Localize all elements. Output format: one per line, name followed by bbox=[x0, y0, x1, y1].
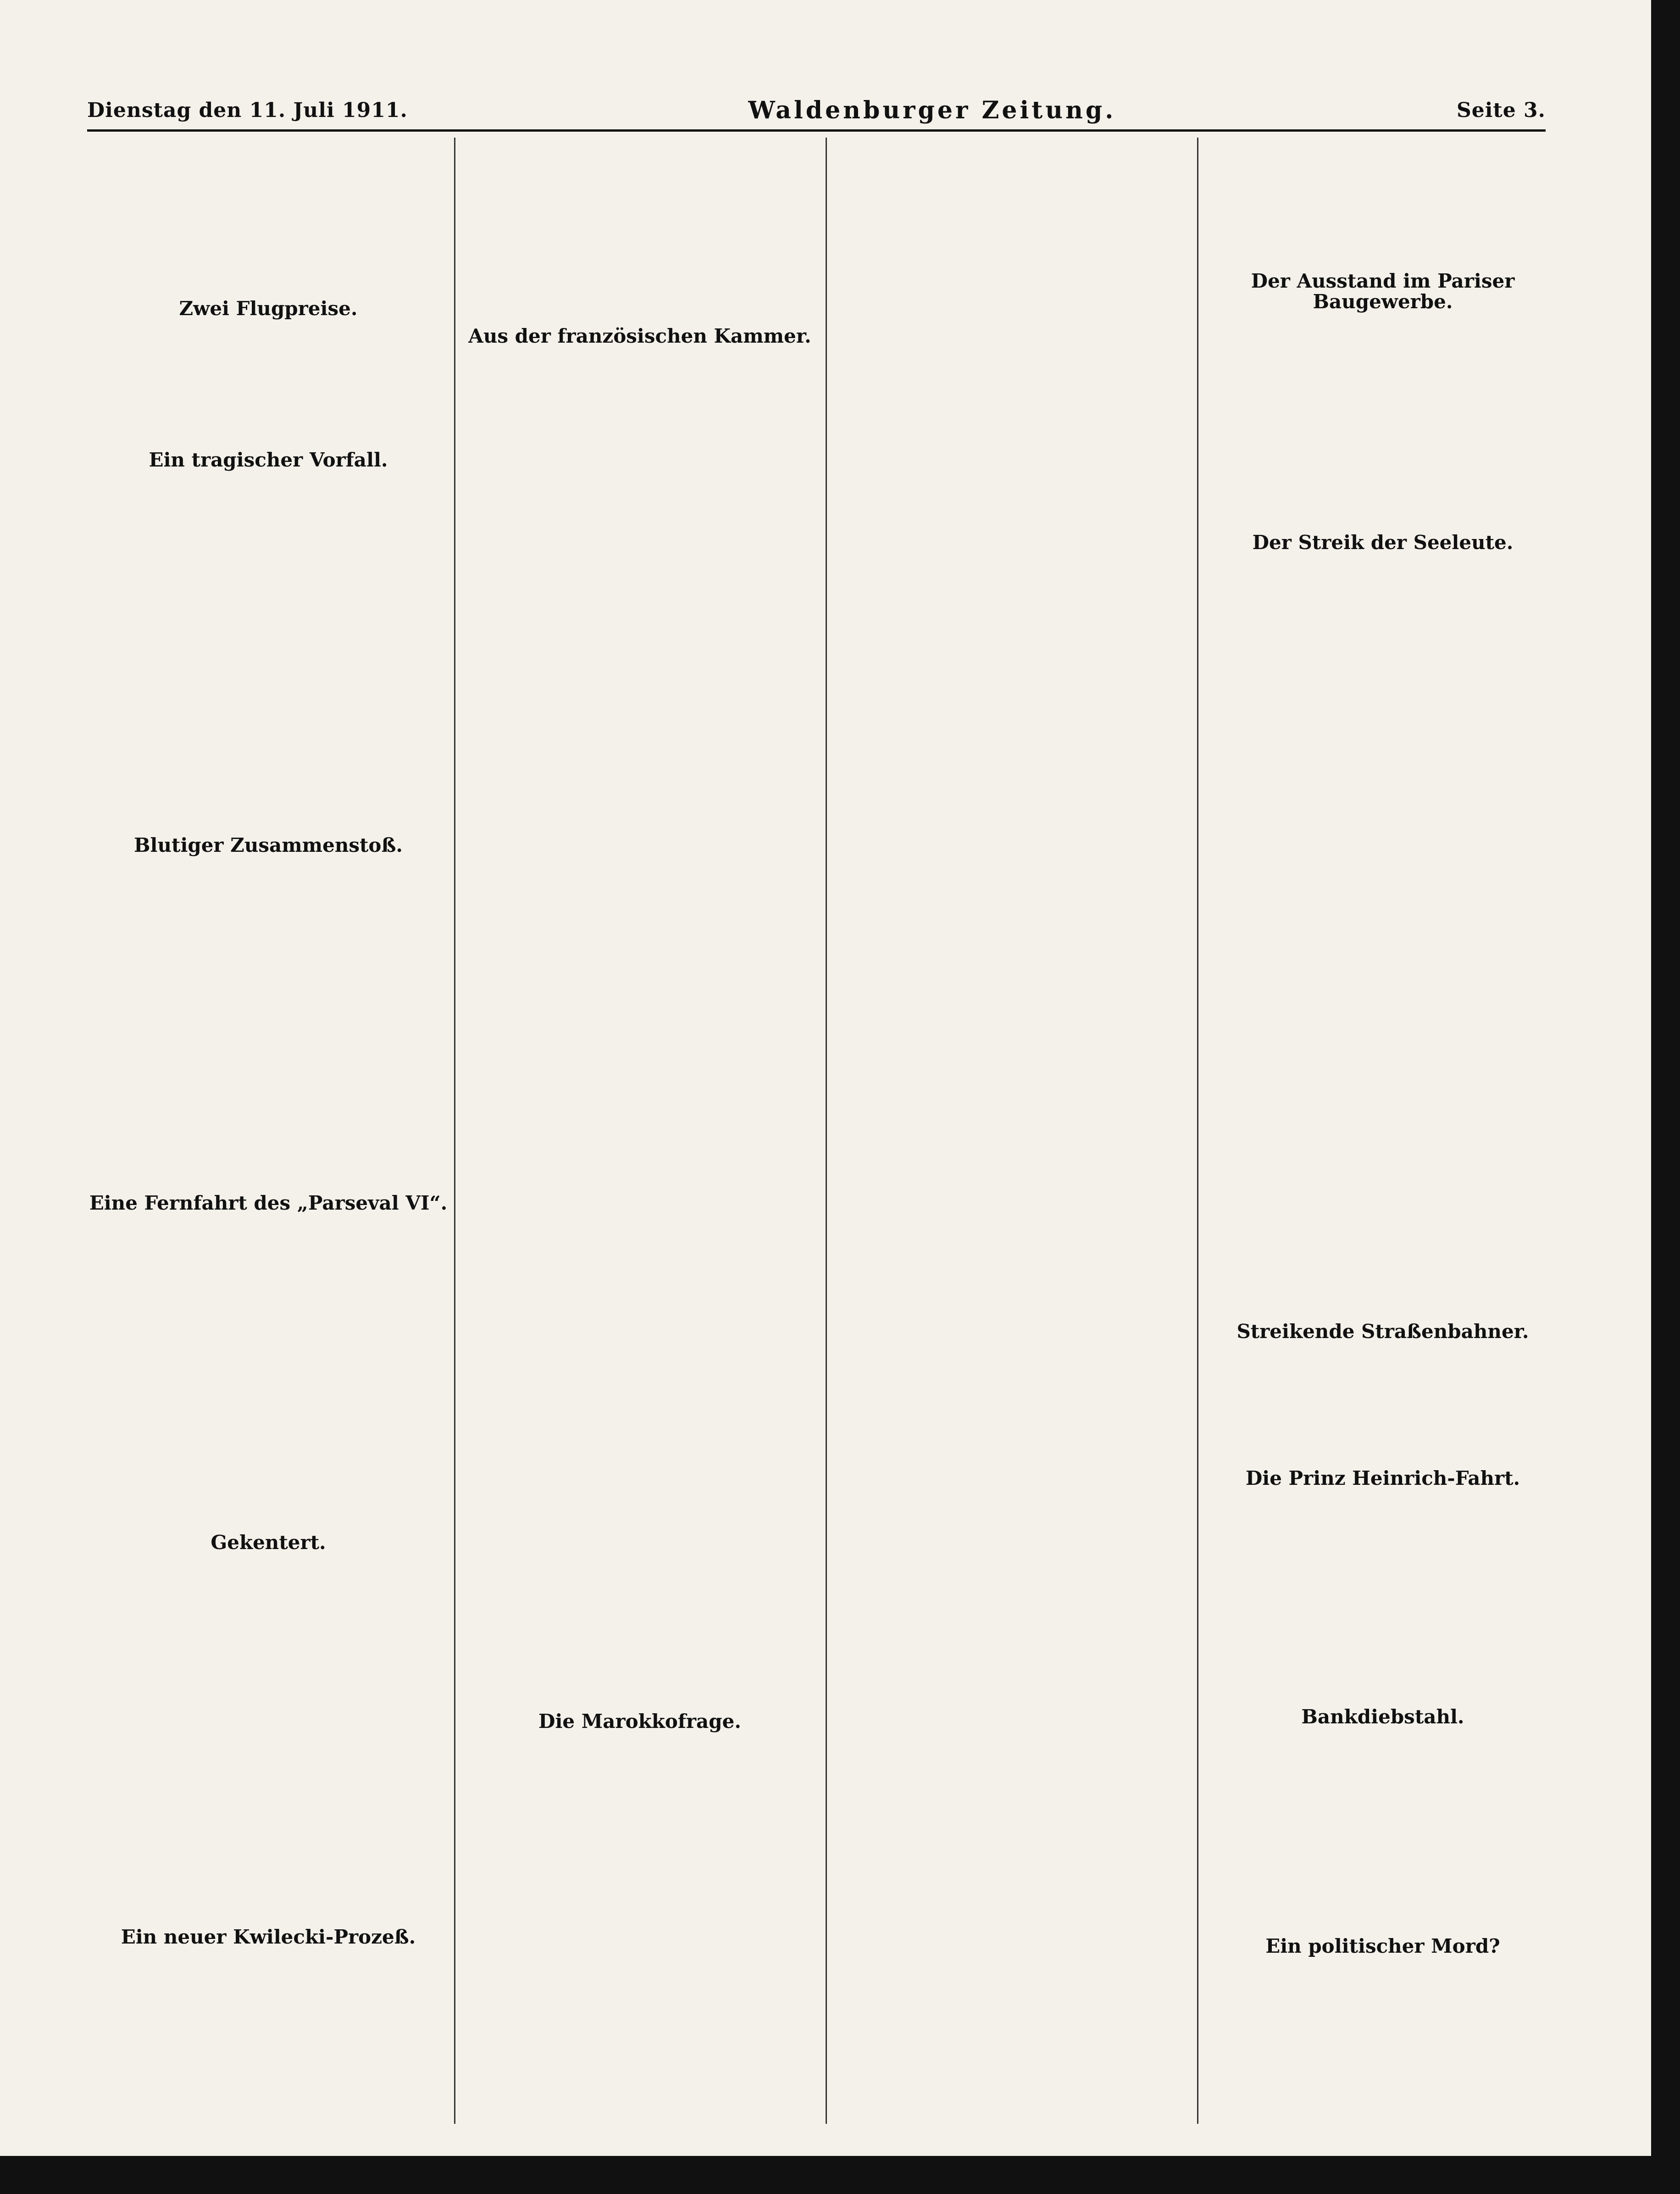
headline-franzoesische-kammer: Aus der französischen Kammer. bbox=[468, 325, 811, 347]
headline-kwilecki-prozess: Ein neuer Kwilecki-Prozeß. bbox=[121, 1926, 416, 1948]
column-divider bbox=[1197, 138, 1198, 2124]
headline-marokkofrage: Die Marokkofrage. bbox=[538, 1710, 741, 1733]
headline-streikende-strassenbahner: Streikende Straßenbahner. bbox=[1236, 1320, 1529, 1343]
headline-fernfahrt-parseval: Eine Fernfahrt des „Parseval VI“. bbox=[89, 1192, 448, 1214]
header-rule bbox=[87, 129, 1546, 132]
headline-blutiger-zusammenstoss: Blutiger Zusammenstoß. bbox=[134, 834, 403, 856]
masthead: Waldenburger Zeitung. bbox=[748, 96, 1116, 124]
scan-border-bottom bbox=[0, 2156, 1680, 2194]
header-date: Dienstag den 11. Juli 1911. bbox=[87, 98, 408, 122]
column-2 bbox=[459, 138, 821, 2124]
column-4 bbox=[1202, 138, 1564, 2124]
column-1 bbox=[87, 138, 449, 2124]
headline-bankdiebstahl: Bankdiebstahl. bbox=[1301, 1705, 1464, 1728]
headline-politischer-mord: Ein politischer Mord? bbox=[1265, 1935, 1500, 1957]
headline-prinz-heinrich-fahrt: Die Prinz Heinrich-Fahrt. bbox=[1245, 1467, 1520, 1489]
scan-border-right bbox=[1651, 0, 1680, 2194]
headline-streik-seeleute: Der Streik der Seeleute. bbox=[1252, 531, 1514, 554]
column-3 bbox=[830, 138, 1192, 2124]
page-header bbox=[87, 94, 1546, 126]
page-number: Seite 3. bbox=[1456, 98, 1546, 122]
headline-ausstand-baugewerbe: Der Ausstand im Pariser Baugewerbe. bbox=[1251, 270, 1515, 313]
column-divider bbox=[826, 138, 827, 2124]
column-divider bbox=[454, 138, 455, 2124]
headline-zwei-flugpreise: Zwei Flugpreise. bbox=[179, 297, 358, 320]
headline-gekentert: Gekentert. bbox=[211, 1531, 326, 1554]
headline-tragischer-vorfall: Ein tragischer Vorfall. bbox=[149, 449, 388, 471]
